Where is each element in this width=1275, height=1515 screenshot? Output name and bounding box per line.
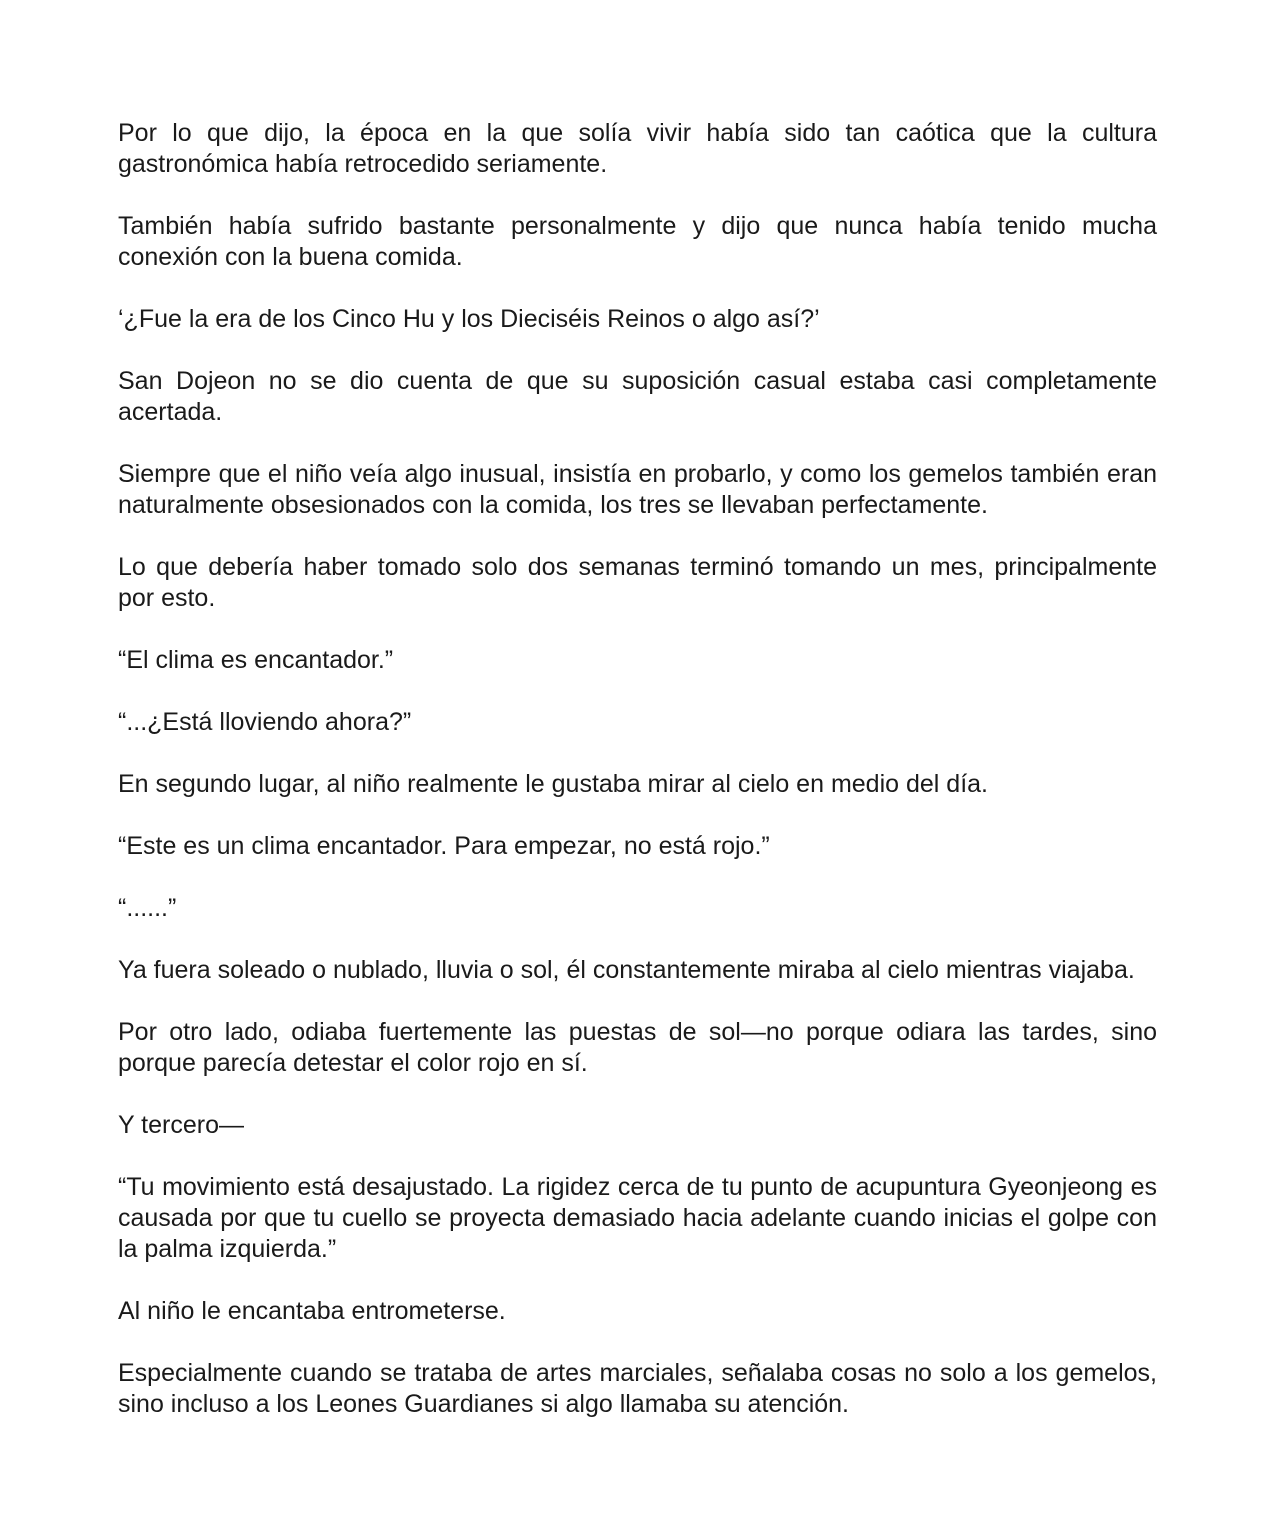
- paragraph: “Tu movimiento está desajustado. La rigidez cerca de tu punto de acupuntura Gyeonjeong es causada por que tu cuello se proyecta demasiado hacia adelante cuando inicias el golpe con la palma izquierda.”: [118, 1173, 1157, 1263]
- paragraph: “El clima es encantador.”: [118, 646, 394, 674]
- paragraph: Siempre que el niño veía algo inusual, insistía en probarlo, y como los gemelos también eran naturalmente obsesionados con la comida, los tres se llevaban perfectamente.: [118, 460, 1157, 519]
- paragraph: Y tercero—: [118, 1111, 244, 1139]
- paragraph: Al niño le encantaba entrometerse.: [118, 1297, 506, 1325]
- paragraph: Ya fuera soleado o nublado, lluvia o sol, él constantemente miraba al cielo mientras viajaba.: [118, 956, 1135, 984]
- paragraph: “Este es un clima encantador. Para empezar, no está rojo.”: [118, 832, 770, 860]
- paragraph: Especialmente cuando se trataba de artes marciales, señalaba cosas no solo a los gemelos, sino incluso a los Leones Guardianes si algo llamaba su atención.: [118, 1359, 1157, 1418]
- paragraph: También había sufrido bastante personalmente y dijo que nunca había tenido mucha conexión con la buena comida.: [118, 212, 1157, 271]
- paragraph: Lo que debería haber tomado solo dos semanas terminó tomando un mes, principalmente por esto.: [118, 553, 1157, 612]
- paragraph: “......”: [118, 894, 177, 922]
- paragraph: Por lo que dijo, la época en la que solía vivir había sido tan caótica que la cultura gastronómica había retrocedido seriamente.: [118, 119, 1157, 178]
- paragraph: “...¿Está lloviendo ahora?”: [118, 708, 412, 736]
- document-page: [118, 118, 1157, 1451]
- paragraph: Por otro lado, odiaba fuertemente las puestas de sol—no porque odiara las tardes, sino porque parecía detestar el color rojo en sí.: [118, 1018, 1157, 1077]
- paragraph: En segundo lugar, al niño realmente le gustaba mirar al cielo en medio del día.: [118, 770, 988, 798]
- paragraph: ‘¿Fue la era de los Cinco Hu y los Dieciséis Reinos o algo así?’: [118, 305, 820, 333]
- paragraph: San Dojeon no se dio cuenta de que su suposición casual estaba casi completamente acertada.: [118, 367, 1157, 426]
